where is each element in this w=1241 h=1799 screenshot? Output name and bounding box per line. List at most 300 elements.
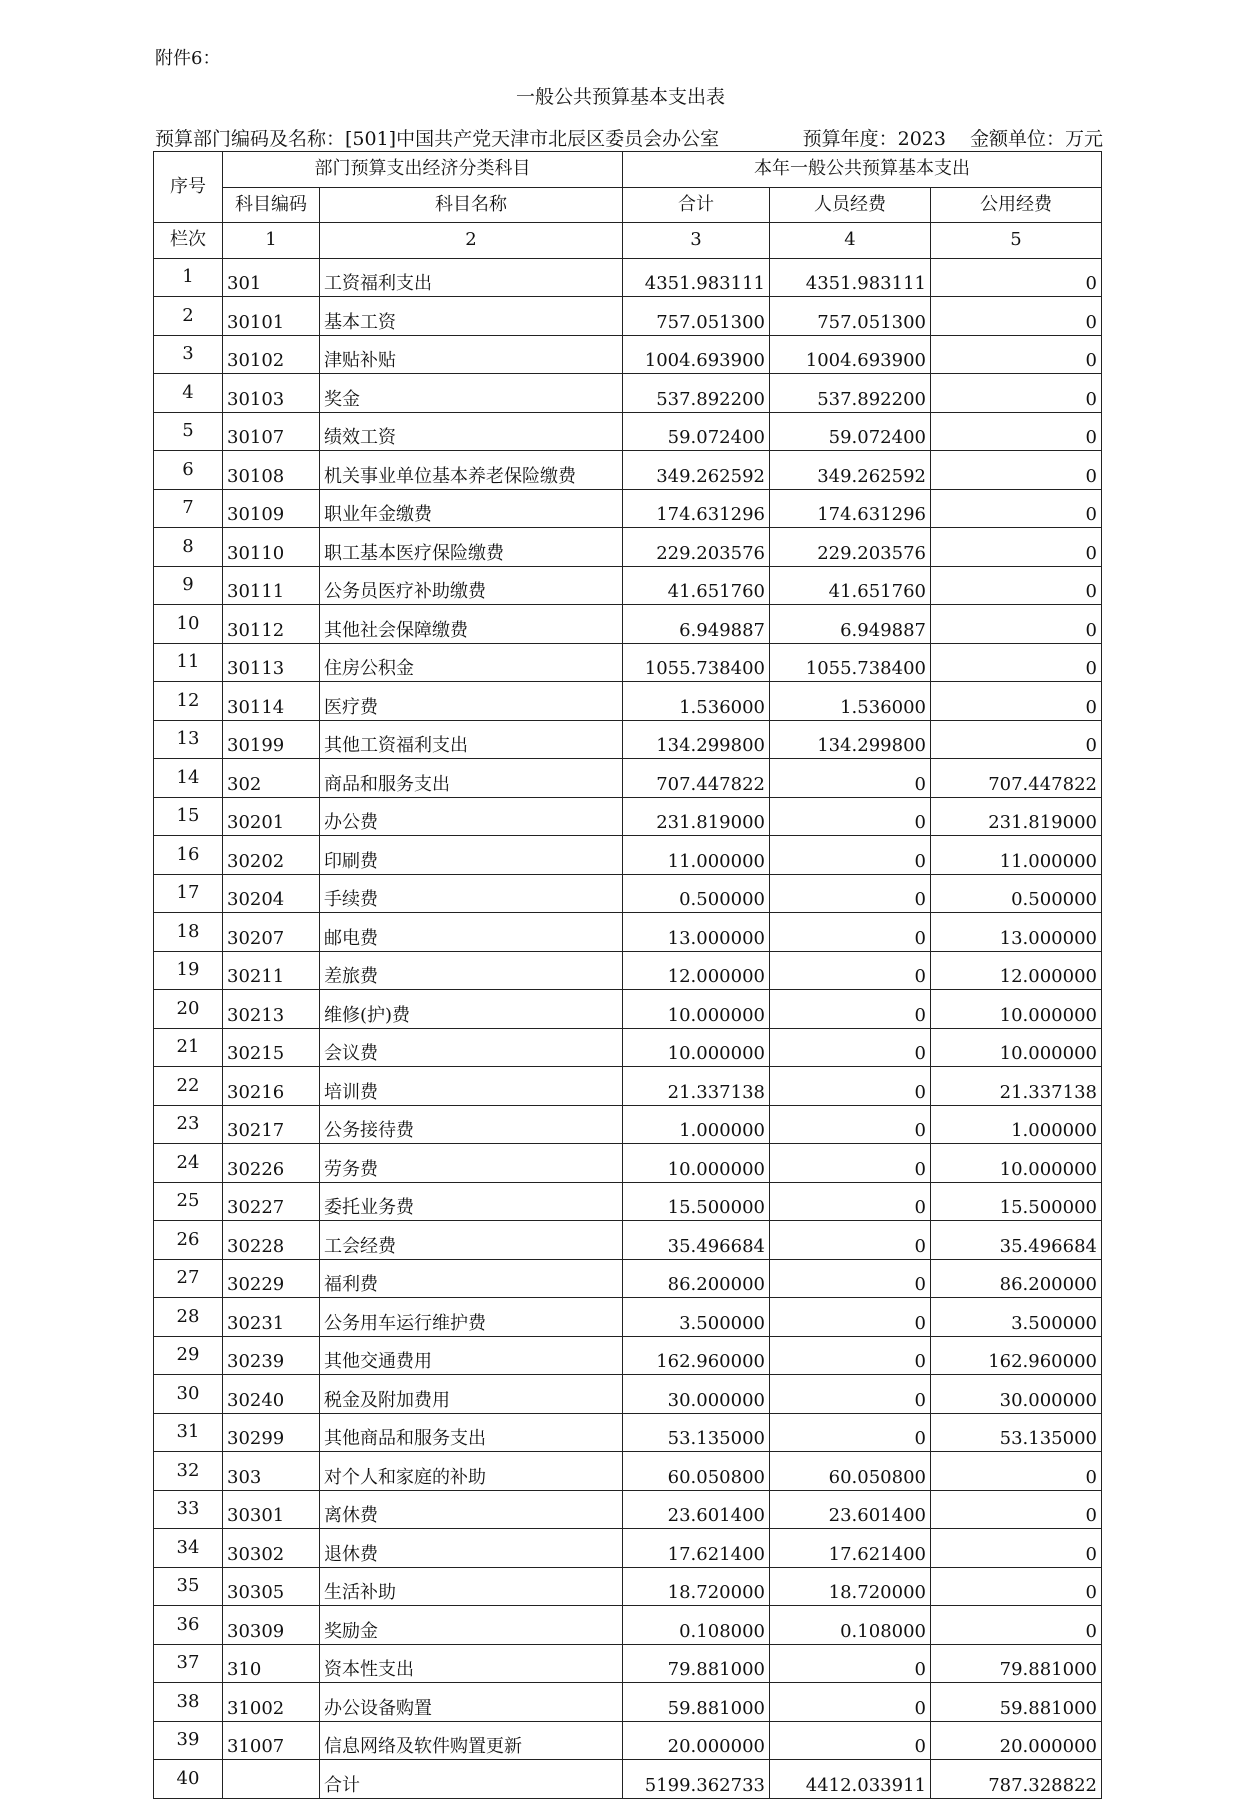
row-code-cell: 30199 [223, 720, 320, 759]
row-seq-cell: 39 [154, 1721, 223, 1760]
row-public-cell: 0 [931, 412, 1102, 451]
row-personnel-cell: 0 [770, 990, 931, 1029]
row-seq-cell: 33 [154, 1490, 223, 1529]
row-public-cell: 1.000000 [931, 1105, 1102, 1144]
row-personnel-cell: 349.262592 [770, 451, 931, 490]
row-personnel-cell: 0 [770, 836, 931, 875]
row-name-cell: 其他社会保障缴费 [320, 605, 623, 644]
row-name-cell: 会议费 [320, 1028, 623, 1067]
row-code-cell: 30201 [223, 797, 320, 836]
header-col-3: 3 [623, 223, 770, 259]
row-personnel-cell: 60.050800 [770, 1452, 931, 1491]
table-row [154, 1760, 1102, 1799]
row-code-cell: 30240 [223, 1375, 320, 1414]
row-seq-cell: 24 [154, 1144, 223, 1183]
row-total-cell: 18.720000 [623, 1567, 770, 1606]
row-seq-cell: 29 [154, 1336, 223, 1375]
row-name-cell: 基本工资 [320, 297, 623, 336]
row-personnel-cell: 0 [770, 1298, 931, 1337]
row-name-cell: 邮电费 [320, 913, 623, 952]
row-seq-cell: 40 [154, 1760, 223, 1799]
row-public-cell: 0 [931, 605, 1102, 644]
table-row [154, 1567, 1102, 1606]
header-seq: 序号 [154, 152, 223, 223]
row-seq-cell: 37 [154, 1644, 223, 1683]
row-personnel-cell: 0 [770, 874, 931, 913]
row-name-cell: 差旅费 [320, 951, 623, 990]
row-name-cell: 工资福利支出 [320, 258, 623, 297]
table-row [154, 1336, 1102, 1375]
table-body [154, 258, 1102, 1798]
row-seq-cell: 1 [154, 258, 223, 297]
table-row [154, 1144, 1102, 1183]
row-total-cell: 41.651760 [623, 566, 770, 605]
budget-year-label: 预算年度：2023 [802, 128, 946, 150]
table-row [154, 1413, 1102, 1452]
table-row [154, 951, 1102, 990]
row-code-cell: 30216 [223, 1067, 320, 1106]
row-name-cell: 机关事业单位基本养老保险缴费 [320, 451, 623, 490]
row-public-cell: 0 [931, 1490, 1102, 1529]
row-name-cell: 培训费 [320, 1067, 623, 1106]
row-code-cell: 30239 [223, 1336, 320, 1375]
page-title: 一般公共预算基本支出表 [515, 86, 725, 108]
row-public-cell: 35.496684 [931, 1221, 1102, 1260]
row-personnel-cell: 0 [770, 1221, 931, 1260]
row-name-cell: 其他商品和服务支出 [320, 1413, 623, 1452]
row-seq-cell: 34 [154, 1529, 223, 1568]
row-public-cell: 162.960000 [931, 1336, 1102, 1375]
table-row [154, 566, 1102, 605]
table-row [154, 759, 1102, 798]
table-row [154, 1644, 1102, 1683]
row-code-cell: 30207 [223, 913, 320, 952]
row-total-cell: 53.135000 [623, 1413, 770, 1452]
row-personnel-cell: 0 [770, 1028, 931, 1067]
row-public-cell: 0 [931, 258, 1102, 297]
row-personnel-cell: 0 [770, 951, 931, 990]
row-personnel-cell: 1055.738400 [770, 643, 931, 682]
row-code-cell: 30217 [223, 1105, 320, 1144]
row-code-cell: 30229 [223, 1259, 320, 1298]
table-row [154, 836, 1102, 875]
row-seq-cell: 25 [154, 1182, 223, 1221]
row-code-cell: 310 [223, 1644, 320, 1683]
table-row [154, 412, 1102, 451]
row-seq-cell: 3 [154, 335, 223, 374]
row-personnel-cell: 0 [770, 1144, 931, 1183]
row-code-cell: 303 [223, 1452, 320, 1491]
row-public-cell: 15.500000 [931, 1182, 1102, 1221]
row-total-cell: 35.496684 [623, 1221, 770, 1260]
table-row [154, 1067, 1102, 1106]
row-name-cell: 税金及附加费用 [320, 1375, 623, 1414]
table-row [154, 1259, 1102, 1298]
row-personnel-cell: 1.536000 [770, 682, 931, 721]
table-row [154, 1529, 1102, 1568]
row-name-cell: 奖励金 [320, 1606, 623, 1645]
row-personnel-cell: 174.631296 [770, 489, 931, 528]
row-total-cell: 11.000000 [623, 836, 770, 875]
row-personnel-cell: 18.720000 [770, 1567, 931, 1606]
table-row [154, 682, 1102, 721]
row-public-cell: 20.000000 [931, 1721, 1102, 1760]
table-row [154, 1221, 1102, 1260]
row-code-cell [223, 1760, 320, 1799]
row-public-cell: 0 [931, 374, 1102, 413]
row-total-cell: 3.500000 [623, 1298, 770, 1337]
row-total-cell: 59.881000 [623, 1683, 770, 1722]
row-public-cell: 10.000000 [931, 1144, 1102, 1183]
table-row [154, 451, 1102, 490]
row-code-cell: 30114 [223, 682, 320, 721]
row-seq-cell: 23 [154, 1105, 223, 1144]
row-personnel-cell: 0 [770, 1105, 931, 1144]
row-name-cell: 公务接待费 [320, 1105, 623, 1144]
row-name-cell: 信息网络及软件购置更新 [320, 1721, 623, 1760]
row-code-cell: 30204 [223, 874, 320, 913]
row-seq-cell: 21 [154, 1028, 223, 1067]
row-seq-cell: 13 [154, 720, 223, 759]
row-name-cell: 福利费 [320, 1259, 623, 1298]
row-total-cell: 707.447822 [623, 759, 770, 798]
row-total-cell: 0.108000 [623, 1606, 770, 1645]
row-total-cell: 231.819000 [623, 797, 770, 836]
row-public-cell: 10.000000 [931, 990, 1102, 1029]
row-code-cell: 30111 [223, 566, 320, 605]
row-public-cell: 0 [931, 335, 1102, 374]
row-personnel-cell: 59.072400 [770, 412, 931, 451]
row-name-cell: 商品和服务支出 [320, 759, 623, 798]
row-personnel-cell: 0 [770, 1644, 931, 1683]
row-seq-cell: 35 [154, 1567, 223, 1606]
row-personnel-cell: 0 [770, 759, 931, 798]
row-seq-cell: 15 [154, 797, 223, 836]
row-total-cell: 174.631296 [623, 489, 770, 528]
table-row [154, 990, 1102, 1029]
row-seq-cell: 11 [154, 643, 223, 682]
row-total-cell: 15.500000 [623, 1182, 770, 1221]
row-name-cell: 劳务费 [320, 1144, 623, 1183]
row-seq-cell: 6 [154, 451, 223, 490]
row-name-cell: 奖金 [320, 374, 623, 413]
table-row [154, 1298, 1102, 1337]
row-public-cell: 0 [931, 1529, 1102, 1568]
row-code-cell: 30226 [223, 1144, 320, 1183]
row-code-cell: 30202 [223, 836, 320, 875]
row-name-cell: 职工基本医疗保险缴费 [320, 528, 623, 567]
row-code-cell: 30108 [223, 451, 320, 490]
row-code-cell: 30107 [223, 412, 320, 451]
table-row [154, 335, 1102, 374]
row-name-cell: 合计 [320, 1760, 623, 1799]
row-public-cell: 0.500000 [931, 874, 1102, 913]
row-personnel-cell: 0 [770, 1259, 931, 1298]
row-total-cell: 59.072400 [623, 412, 770, 451]
header-total: 合计 [623, 187, 770, 223]
row-seq-cell: 22 [154, 1067, 223, 1106]
table-row [154, 913, 1102, 952]
row-code-cell: 302 [223, 759, 320, 798]
row-personnel-cell: 0 [770, 1413, 931, 1452]
table-row [154, 874, 1102, 913]
header-row-columns [154, 187, 1102, 223]
row-name-cell: 对个人和家庭的补助 [320, 1452, 623, 1491]
row-public-cell: 13.000000 [931, 913, 1102, 952]
table-row [154, 1182, 1102, 1221]
table-row [154, 1028, 1102, 1067]
header-econ-group: 部门预算支出经济分类科目 [223, 152, 623, 188]
row-public-cell: 59.881000 [931, 1683, 1102, 1722]
row-code-cell: 30228 [223, 1221, 320, 1260]
row-total-cell: 537.892200 [623, 374, 770, 413]
row-public-cell: 0 [931, 489, 1102, 528]
row-name-cell: 印刷费 [320, 836, 623, 875]
row-code-cell: 30231 [223, 1298, 320, 1337]
row-personnel-cell: 537.892200 [770, 374, 931, 413]
row-seq-cell: 2 [154, 297, 223, 336]
row-seq-cell: 14 [154, 759, 223, 798]
header-public: 公用经费 [931, 187, 1102, 223]
row-total-cell: 1.000000 [623, 1105, 770, 1144]
row-personnel-cell: 1004.693900 [770, 335, 931, 374]
table-row [154, 528, 1102, 567]
row-seq-cell: 17 [154, 874, 223, 913]
header-col-4: 4 [770, 223, 931, 259]
row-total-cell: 13.000000 [623, 913, 770, 952]
table-row [154, 297, 1102, 336]
header-expense-group: 本年一般公共预算基本支出 [623, 152, 1102, 188]
row-personnel-cell: 6.949887 [770, 605, 931, 644]
row-name-cell: 资本性支出 [320, 1644, 623, 1683]
row-name-cell: 绩效工资 [320, 412, 623, 451]
amount-unit-label: 金额单位：万元 [969, 128, 1103, 150]
row-code-cell: 30301 [223, 1490, 320, 1529]
row-seq-cell: 8 [154, 528, 223, 567]
row-personnel-cell: 0 [770, 1067, 931, 1106]
row-public-cell: 231.819000 [931, 797, 1102, 836]
row-total-cell: 30.000000 [623, 1375, 770, 1414]
row-seq-cell: 12 [154, 682, 223, 721]
row-personnel-cell: 0 [770, 797, 931, 836]
row-name-cell: 工会经费 [320, 1221, 623, 1260]
row-total-cell: 134.299800 [623, 720, 770, 759]
row-personnel-cell: 41.651760 [770, 566, 931, 605]
header-col-5: 5 [931, 223, 1102, 259]
row-public-cell: 30.000000 [931, 1375, 1102, 1414]
row-public-cell: 0 [931, 720, 1102, 759]
row-public-cell: 0 [931, 1567, 1102, 1606]
row-seq-cell: 9 [154, 566, 223, 605]
header-personnel: 人员经费 [770, 187, 931, 223]
row-public-cell: 21.337138 [931, 1067, 1102, 1106]
header-code: 科目编码 [223, 187, 320, 223]
row-personnel-cell: 134.299800 [770, 720, 931, 759]
row-public-cell: 3.500000 [931, 1298, 1102, 1337]
table-row [154, 1606, 1102, 1645]
row-code-cell: 30227 [223, 1182, 320, 1221]
row-public-cell: 0 [931, 297, 1102, 336]
table-row [154, 797, 1102, 836]
row-personnel-cell: 4412.033911 [770, 1760, 931, 1799]
row-seq-cell: 36 [154, 1606, 223, 1645]
row-personnel-cell: 0 [770, 1336, 931, 1375]
row-seq-cell: 28 [154, 1298, 223, 1337]
attachment-label: 附件6： [155, 48, 221, 69]
row-code-cell: 30213 [223, 990, 320, 1029]
row-seq-cell: 20 [154, 990, 223, 1029]
row-code-cell: 30309 [223, 1606, 320, 1645]
row-personnel-cell: 0 [770, 1683, 931, 1722]
row-total-cell: 86.200000 [623, 1259, 770, 1298]
row-code-cell: 30215 [223, 1028, 320, 1067]
row-seq-cell: 32 [154, 1452, 223, 1491]
row-total-cell: 1004.693900 [623, 335, 770, 374]
row-public-cell: 0 [931, 1606, 1102, 1645]
row-name-cell: 办公设备购置 [320, 1683, 623, 1722]
row-total-cell: 20.000000 [623, 1721, 770, 1760]
row-personnel-cell: 17.621400 [770, 1529, 931, 1568]
row-code-cell: 30299 [223, 1413, 320, 1452]
budget-expense-table [153, 151, 1102, 1799]
row-name-cell: 离休费 [320, 1490, 623, 1529]
row-public-cell: 11.000000 [931, 836, 1102, 875]
table-row [154, 258, 1102, 297]
table-row [154, 643, 1102, 682]
row-total-cell: 6.949887 [623, 605, 770, 644]
row-seq-cell: 18 [154, 913, 223, 952]
row-code-cell: 30110 [223, 528, 320, 567]
row-personnel-cell: 229.203576 [770, 528, 931, 567]
row-total-cell: 23.601400 [623, 1490, 770, 1529]
row-code-cell: 30113 [223, 643, 320, 682]
row-seq-cell: 5 [154, 412, 223, 451]
row-code-cell: 30102 [223, 335, 320, 374]
row-total-cell: 60.050800 [623, 1452, 770, 1491]
header-row-group [154, 152, 1102, 188]
row-seq-cell: 38 [154, 1683, 223, 1722]
row-total-cell: 1055.738400 [623, 643, 770, 682]
table-row [154, 1490, 1102, 1529]
row-total-cell: 0.500000 [623, 874, 770, 913]
header-row-index [154, 223, 1102, 259]
row-seq-cell: 30 [154, 1375, 223, 1414]
row-name-cell: 办公费 [320, 797, 623, 836]
row-public-cell: 0 [931, 643, 1102, 682]
row-name-cell: 其他交通费用 [320, 1336, 623, 1375]
header-col-2: 2 [320, 223, 623, 259]
row-public-cell: 0 [931, 682, 1102, 721]
row-seq-cell: 31 [154, 1413, 223, 1452]
row-name-cell: 津贴补贴 [320, 335, 623, 374]
table-row [154, 720, 1102, 759]
row-total-cell: 10.000000 [623, 1028, 770, 1067]
table-row [154, 605, 1102, 644]
row-seq-cell: 26 [154, 1221, 223, 1260]
row-name-cell: 其他工资福利支出 [320, 720, 623, 759]
row-personnel-cell: 0 [770, 1721, 931, 1760]
table-row [154, 489, 1102, 528]
row-total-cell: 5199.362733 [623, 1760, 770, 1799]
row-personnel-cell: 4351.983111 [770, 258, 931, 297]
row-total-cell: 21.337138 [623, 1067, 770, 1106]
row-code-cell: 30305 [223, 1567, 320, 1606]
header-col-index-label: 栏次 [154, 223, 223, 259]
meta-right [803, 124, 1103, 151]
row-total-cell: 79.881000 [623, 1644, 770, 1683]
row-seq-cell: 4 [154, 374, 223, 413]
row-seq-cell: 10 [154, 605, 223, 644]
header-col-1: 1 [223, 223, 320, 259]
row-seq-cell: 19 [154, 951, 223, 990]
row-public-cell: 707.447822 [931, 759, 1102, 798]
row-seq-cell: 27 [154, 1259, 223, 1298]
row-total-cell: 10.000000 [623, 990, 770, 1029]
row-total-cell: 12.000000 [623, 951, 770, 990]
row-public-cell: 0 [931, 528, 1102, 567]
row-name-cell: 住房公积金 [320, 643, 623, 682]
row-name-cell: 退休费 [320, 1529, 623, 1568]
table-row [154, 374, 1102, 413]
row-total-cell: 349.262592 [623, 451, 770, 490]
header-name: 科目名称 [320, 187, 623, 223]
row-personnel-cell: 757.051300 [770, 297, 931, 336]
row-personnel-cell: 23.601400 [770, 1490, 931, 1529]
row-public-cell: 0 [931, 451, 1102, 490]
row-name-cell: 手续费 [320, 874, 623, 913]
row-code-cell: 31007 [223, 1721, 320, 1760]
row-name-cell: 医疗费 [320, 682, 623, 721]
row-total-cell: 4351.983111 [623, 258, 770, 297]
row-code-cell: 30103 [223, 374, 320, 413]
row-code-cell: 30302 [223, 1529, 320, 1568]
row-total-cell: 229.203576 [623, 528, 770, 567]
table-row [154, 1105, 1102, 1144]
row-public-cell: 0 [931, 1452, 1102, 1491]
row-total-cell: 1.536000 [623, 682, 770, 721]
row-public-cell: 10.000000 [931, 1028, 1102, 1067]
row-public-cell: 787.328822 [931, 1760, 1102, 1799]
table-row [154, 1375, 1102, 1414]
row-name-cell: 维修(护)费 [320, 990, 623, 1029]
row-public-cell: 53.135000 [931, 1413, 1102, 1452]
row-personnel-cell: 0 [770, 913, 931, 952]
row-code-cell: 30112 [223, 605, 320, 644]
table-row [154, 1452, 1102, 1491]
row-personnel-cell: 0 [770, 1375, 931, 1414]
row-code-cell: 30211 [223, 951, 320, 990]
row-name-cell: 生活补助 [320, 1567, 623, 1606]
row-code-cell: 30109 [223, 489, 320, 528]
row-code-cell: 30101 [223, 297, 320, 336]
row-seq-cell: 16 [154, 836, 223, 875]
department-label: 预算部门编码及名称：[501]中国共产党天津市北辰区委员会办公室 [155, 128, 720, 150]
row-code-cell: 301 [223, 258, 320, 297]
row-total-cell: 162.960000 [623, 1336, 770, 1375]
row-name-cell: 公务用车运行维护费 [320, 1298, 623, 1337]
row-name-cell: 公务员医疗补助缴费 [320, 566, 623, 605]
table-row [154, 1683, 1102, 1722]
row-total-cell: 17.621400 [623, 1529, 770, 1568]
row-code-cell: 31002 [223, 1683, 320, 1722]
row-name-cell: 职业年金缴费 [320, 489, 623, 528]
row-seq-cell: 7 [154, 489, 223, 528]
row-public-cell: 79.881000 [931, 1644, 1102, 1683]
row-public-cell: 12.000000 [931, 951, 1102, 990]
row-public-cell: 86.200000 [931, 1259, 1102, 1298]
row-name-cell: 委托业务费 [320, 1182, 623, 1221]
row-personnel-cell: 0 [770, 1182, 931, 1221]
